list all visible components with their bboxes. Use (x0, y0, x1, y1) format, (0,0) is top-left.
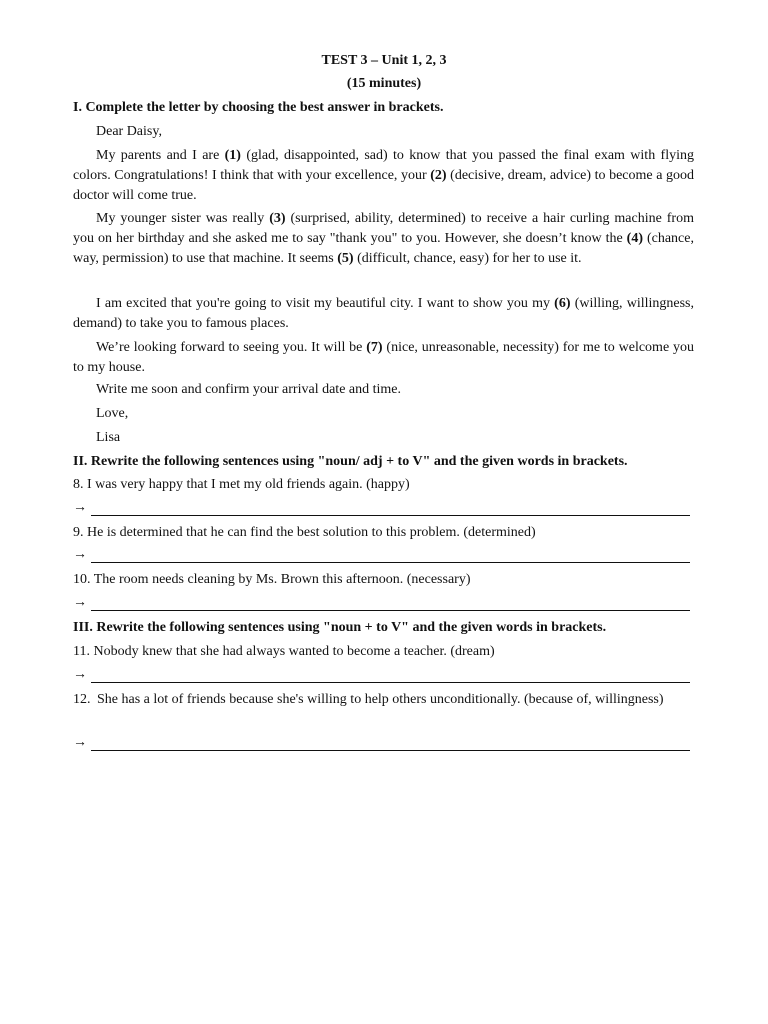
blank-4: (4) (626, 231, 643, 246)
blank-2: (2) (430, 168, 447, 183)
section-1-heading: I. Complete the letter by choosing the best answer in brackets. (73, 100, 444, 115)
letter-paragraph-3: I am excited that you're going to visit my beautiful city. I want to show you my (6) (willing, willingness, demand) to take you to famous places. (73, 296, 694, 331)
question-11: 11. Nobody knew that she had always wanted to become a teacher. (dream) (73, 644, 495, 659)
question-8: 8. I was very happy that I met my old friends again. (happy) (73, 477, 410, 492)
letter-signature: Lisa (96, 430, 121, 445)
answer-rule (91, 515, 690, 516)
letter-closing-line: Write me soon and confirm your arrival date and time. (96, 382, 401, 397)
page-title: TEST 3 – Unit 1, 2, 3 (321, 53, 447, 68)
letter-salutation: Dear Daisy, (96, 124, 162, 139)
blank-5: (5) (337, 251, 354, 266)
letter-sign-off: Love, (96, 406, 129, 421)
answer-line-8[interactable] (73, 500, 690, 518)
blank-6: (6) (554, 296, 571, 311)
answer-rule (91, 682, 690, 683)
answer-line-10[interactable] (73, 595, 690, 613)
question-12-number: 12. (73, 692, 91, 707)
arrow-icon: → (73, 595, 87, 610)
arrow-icon: → (73, 547, 87, 562)
answer-line-9[interactable] (73, 547, 690, 565)
question-12 (73, 690, 694, 710)
arrow-icon: → (73, 667, 87, 682)
blank-7: (7) (366, 340, 383, 355)
time-limit: (15 minutes) (346, 76, 422, 91)
question-10: 10. The room needs cleaning by Ms. Brown this afternoon. (necessary) (73, 572, 471, 587)
letter-paragraph-4: We’re looking forward to seeing you. It will be (7) (nice, unreasonable, necessity) for me to welcome you to my house. (73, 340, 694, 375)
letter-paragraph-2: My younger sister was really (3) (surprised, ability, determined) to receive a hair curling machine from you on her birthday and she asked me to say "thank you" to you. However, she doesn’t know the (4) (chance, way, permission) to use that machine. It seems (5) (difficult, chance, easy) for her to use it. (73, 211, 694, 266)
letter-paragraph-1: My parents and I are (1) (glad, disappointed, sad) to know that you passed the final exam with flying colors. Congratulations! I think that with your excellence, your (2) (decisive, dream, advice) to become a good doctor will come true. (73, 148, 694, 203)
answer-rule (91, 750, 690, 751)
section-2-heading: II. Rewrite the following sentences using "noun/ adj + to V" and the given words in brackets. (73, 454, 628, 469)
answer-line-12[interactable] (73, 735, 690, 753)
blank-3: (3) (269, 211, 286, 226)
answer-rule (91, 562, 690, 563)
blank-1: (1) (224, 148, 241, 163)
answer-line-11[interactable] (73, 667, 690, 685)
question-12-text: She has a lot of friends because she's willing to help others unconditionally. (because of, willingness) (97, 692, 664, 707)
arrow-icon: → (73, 735, 87, 750)
arrow-icon: → (73, 500, 87, 515)
question-9: 9. He is determined that he can find the best solution to this problem. (determined) (73, 525, 536, 540)
section-3-heading: III. Rewrite the following sentences using "noun + to V" and the given words in brackets. (73, 620, 607, 635)
answer-rule (91, 610, 690, 611)
